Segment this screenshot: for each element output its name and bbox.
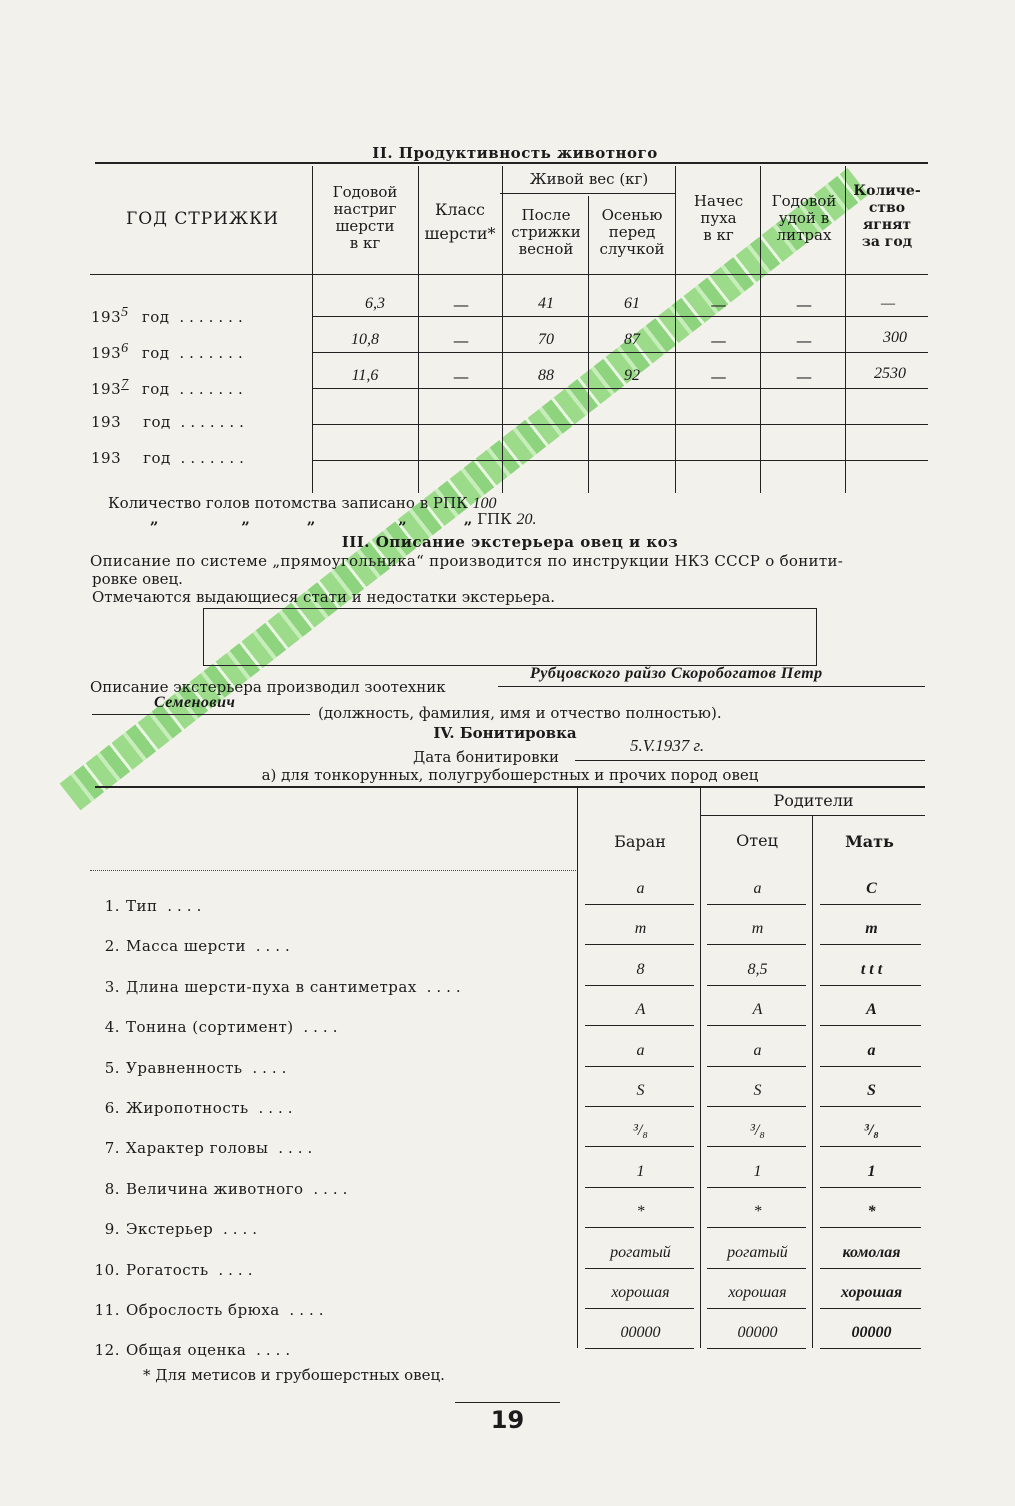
bonitirovka-father-value: хорошая bbox=[728, 1284, 787, 1301]
bonitirovka-mother-value: 1 bbox=[867, 1163, 876, 1180]
bonitirovka-row-label: 8. Величина животного .... bbox=[104, 1180, 353, 1198]
offspring-gpk: „ „ „ „ „ ГПК 20. bbox=[150, 510, 537, 528]
bonitirovka-ram-value: рогатый bbox=[610, 1244, 671, 1261]
bonitirovka-father-value: а bbox=[753, 880, 762, 897]
bonitirovka-mother-value: ³/₈ bbox=[864, 1122, 879, 1139]
bonitirovka-row-label: 11. Оброслость брюха .... bbox=[94, 1301, 329, 1319]
bonitirovka-father-value: рогатый bbox=[727, 1244, 788, 1261]
exterior-box bbox=[203, 608, 817, 666]
bonitirovka-ram-value: ³/₈ bbox=[633, 1122, 648, 1139]
bonitirovka-row-label: 3. Длина шерсти-пуха в сантиметрах .... bbox=[104, 978, 466, 996]
bonitirovka-row-label: 12. Общая оценка .... bbox=[94, 1341, 296, 1359]
section-3-line-3: Отмечаются выдающиеся стати и недостатки экстерьера. bbox=[92, 588, 556, 606]
bonitirovka-ram-value: m bbox=[634, 920, 647, 937]
bonitirovka-row-label: 4. Тонина (сортимент) .... bbox=[104, 1018, 343, 1036]
bonitirovka-row-label: 9. Экстерьер .... bbox=[104, 1220, 263, 1238]
bonitirovka-row-label: 5. Уравненность .... bbox=[104, 1059, 292, 1077]
bonitirovka-mother-value: хорошая bbox=[840, 1284, 903, 1301]
bonitirovka-father-value: А bbox=[752, 1001, 763, 1018]
section-3-line-1: Описание по системе „прямоугольника“ производится по инструкции НКЗ СССР о бонити- bbox=[90, 552, 844, 570]
bonitirovka-father-value: 00000 bbox=[737, 1324, 778, 1341]
bonitirovka-father-value: 8,5 bbox=[747, 961, 768, 978]
section-4-title: IV. Бонитировка bbox=[433, 724, 577, 742]
header-parents: Родители bbox=[773, 791, 854, 810]
header-father: Отец bbox=[736, 831, 778, 850]
date-label: Дата бонитировки bbox=[413, 748, 559, 766]
header-down: Начес пуха в кг bbox=[693, 192, 744, 244]
zootech-value-2: Семенович bbox=[154, 694, 236, 711]
bonitirovka-ram-value: 8 bbox=[636, 961, 645, 978]
header-milk: Годовой удой в литрах bbox=[771, 192, 837, 244]
bonitirovka-mother-value: S bbox=[867, 1082, 876, 1099]
bonitirovka-row-label: 6. Жиропотность .... bbox=[104, 1099, 298, 1117]
bonitirovka-ram-value: 00000 bbox=[620, 1324, 661, 1341]
table-row: 193 год ....... bbox=[91, 449, 249, 467]
zootech-value-1: Рубцовского райзо Скоробогатов Петр bbox=[530, 665, 823, 682]
bonitirovka-ram-value: S bbox=[636, 1082, 645, 1099]
zootech-label: Описание экстерьера производил зоотехник bbox=[90, 678, 446, 696]
bonitirovka-ram-value: а bbox=[636, 1042, 645, 1059]
footnote: * Для метисов и грубошерстных овец. bbox=[143, 1366, 445, 1384]
section-4-subtitle: а) для тонкорунных, полугрубошерстных и прочих пород овец bbox=[261, 766, 759, 784]
table-row: $193^6$ год ....... bbox=[91, 341, 248, 362]
bonitirovka-row-label: 7. Характер головы .... bbox=[104, 1139, 318, 1157]
bonitirovka-row-label: 1. Тип .... bbox=[104, 897, 207, 915]
bonitirovka-ram-value: а bbox=[636, 880, 645, 897]
table-row: $193^7$ год ....... bbox=[91, 377, 248, 398]
section-3-line-2: ровке овец. bbox=[92, 570, 183, 588]
bonitirovka-mother-value: t t t bbox=[860, 961, 883, 978]
table-row: $193^5$ год ....... bbox=[91, 305, 248, 326]
zootech-note: (должность, фамилия, имя и отчество полностью). bbox=[318, 704, 722, 722]
header-mother: Мать bbox=[845, 832, 894, 851]
header-year: ГОД СТРИЖКИ bbox=[125, 209, 280, 229]
bonitirovka-mother-value: а bbox=[867, 1042, 876, 1059]
bonitirovka-father-value: m bbox=[751, 920, 764, 937]
date-value: 5.V.1937 г. bbox=[630, 736, 705, 755]
bonitirovka-mother-value: 00000 bbox=[851, 1324, 892, 1341]
section-3-title: III. Описание экстерьера овец и коз bbox=[341, 533, 679, 551]
bonitirovka-father-value: * bbox=[753, 1203, 762, 1220]
bonitirovka-mother-value: С bbox=[866, 880, 877, 897]
bonitirovka-mother-value: комолая bbox=[842, 1244, 901, 1261]
bonitirovka-ram-value: 1 bbox=[636, 1163, 645, 1180]
table-row: 193 год ....... bbox=[91, 413, 249, 431]
section-2-title: II. Продуктивность животного bbox=[372, 144, 658, 162]
bonitirovka-ram-value: хорошая bbox=[611, 1284, 670, 1301]
offspring-rpk: Количество голов потомства записано в РПК 100 bbox=[108, 494, 497, 512]
bonitirovka-mother-value: m bbox=[865, 920, 878, 937]
header-ram: Баран bbox=[614, 832, 666, 851]
bonitirovka-ram-value: * bbox=[636, 1203, 645, 1220]
header-wool-class: Класс шерсти* bbox=[424, 200, 496, 243]
bonitirovka-mother-value: А bbox=[866, 1001, 877, 1018]
bonitirovka-row-label: 2. Масса шерсти .... bbox=[104, 937, 295, 955]
header-fleece: Годовой настриг шерсти в кг bbox=[332, 183, 398, 252]
header-autumn: Осенью перед случкой bbox=[599, 206, 665, 258]
bonitirovka-ram-value: А bbox=[635, 1001, 646, 1018]
bonitirovka-father-value: S bbox=[753, 1082, 762, 1099]
header-lambs: Количе- ство ягнят за год bbox=[853, 183, 921, 250]
bonitirovka-father-value: 1 bbox=[753, 1163, 762, 1180]
header-after-shear: После стрижки весной bbox=[511, 206, 581, 258]
bonitirovka-mother-value: * bbox=[867, 1203, 876, 1220]
bonitirovka-row-label: 10. Рогатость .... bbox=[94, 1261, 258, 1279]
bonitirovka-father-value: ³/₈ bbox=[750, 1122, 765, 1139]
bonitirovka-father-value: а bbox=[753, 1042, 762, 1059]
page-number: 19 bbox=[490, 1406, 525, 1434]
header-live-weight: Живой вес (кг) bbox=[529, 170, 649, 188]
